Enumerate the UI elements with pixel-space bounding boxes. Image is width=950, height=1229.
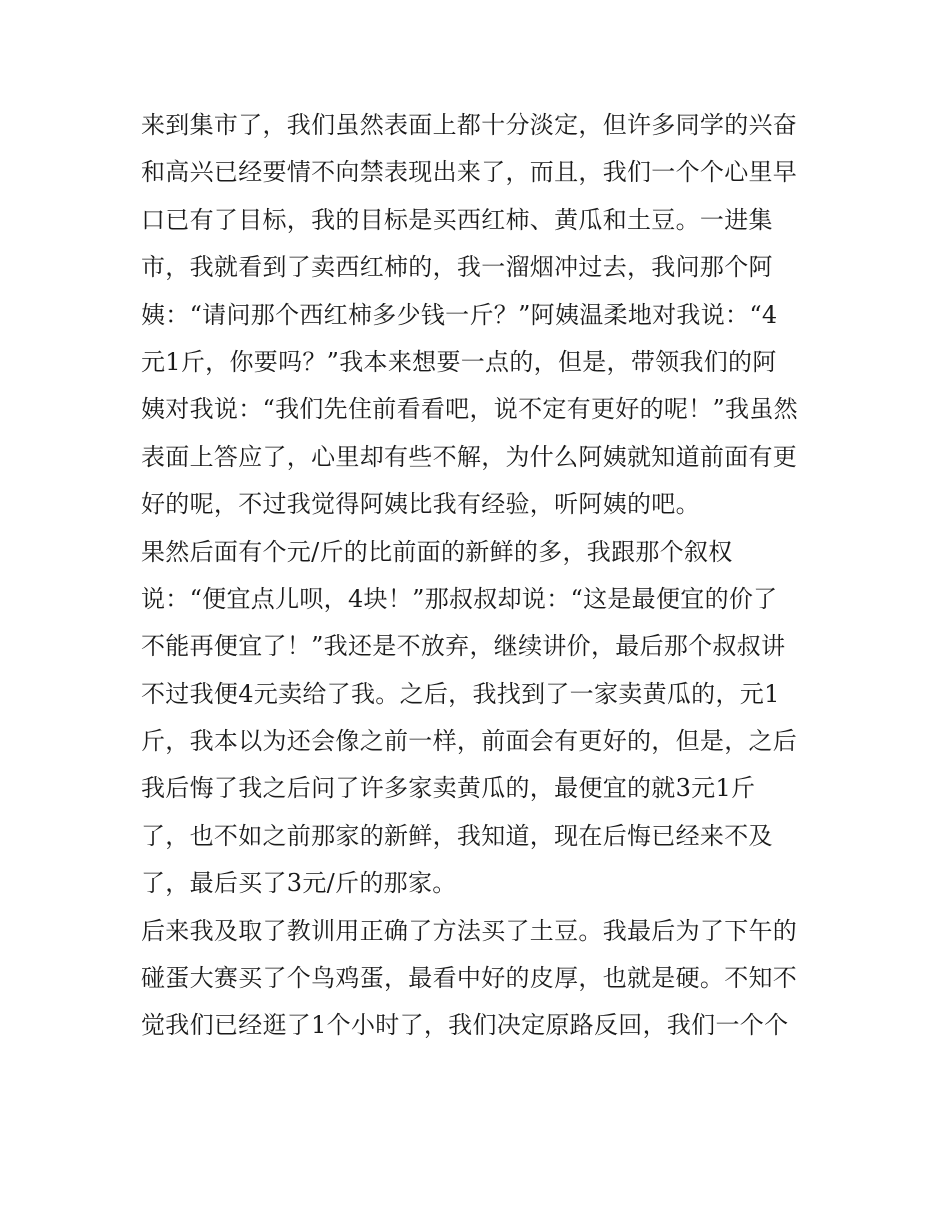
text-line: 不过我便4元卖给了我。之后，我找到了一家卖黄瓜的，元1 [141, 679, 780, 708]
text-line: 表面上答应了，心里却有些不解，为什么阿姨就知道前面有更 [141, 442, 798, 471]
text-line: 姨：“请问那个西红柿多少钱一斤？”阿姨温柔地对我说：“4 [141, 300, 778, 329]
text-line: 不能再便宜了！”我还是不放弃，继续讲价，最后那个叔叔讲 [141, 632, 786, 661]
text-line: 了，也不如之前那家的新鲜，我知道，现在后悔已经来不及 [141, 821, 773, 850]
text-line: 说：“便宜点儿呗，4块！”那叔叔却说：“这是最便宜的价了 [141, 584, 778, 613]
text-line: 斤，我本以为还会像之前一样，前面会有更好的，但是，之后 [141, 727, 798, 756]
essay-text [141, 102, 821, 1050]
text-line: 后来我及取了教训用正确了方法买了土豆。我最后为了下午的 [141, 916, 798, 945]
text-line: 姨对我说：“我们先住前看看吧，说不定有更好的呢！”我虽然 [141, 395, 798, 424]
text-line: 我后悔了我之后问了许多家卖黄瓜的，最便宜的就3元1斤 [141, 774, 756, 803]
text-line: 了，最后买了3元/斤的那家。 [141, 869, 457, 898]
text-line: 觉我们已经逛了1个小时了，我们决定原路反回，我们一个个 [141, 1011, 789, 1040]
text-line: 和高兴已经要情不向禁表现出来了，而且，我们一个个心里早 [141, 158, 798, 187]
text-line: 口已有了目标，我的目标是买西红柿、黄瓜和土豆。一进集 [141, 205, 773, 234]
text-line: 元1斤，你要吗？”我本来想要一点的，但是，带领我们的阿 [141, 347, 777, 376]
text-line: 碰蛋大赛买了个鸟鸡蛋，最看中好的皮厚，也就是硬。不知不 [141, 964, 798, 993]
text-line: 果然后面有个元/斤的比前面的新鲜的多，我跟那个叙权 [141, 537, 733, 566]
text-line: 好的呢，不过我觉得阿姨比我有经验，听阿姨的吧。 [141, 490, 700, 519]
text-line: 来到集市了，我们虽然表面上都十分淡定，但许多同学的兴奋 [141, 111, 798, 139]
text-line: 市，我就看到了卖西红柿的，我一溜烟冲过去，我问那个阿 [141, 253, 773, 282]
